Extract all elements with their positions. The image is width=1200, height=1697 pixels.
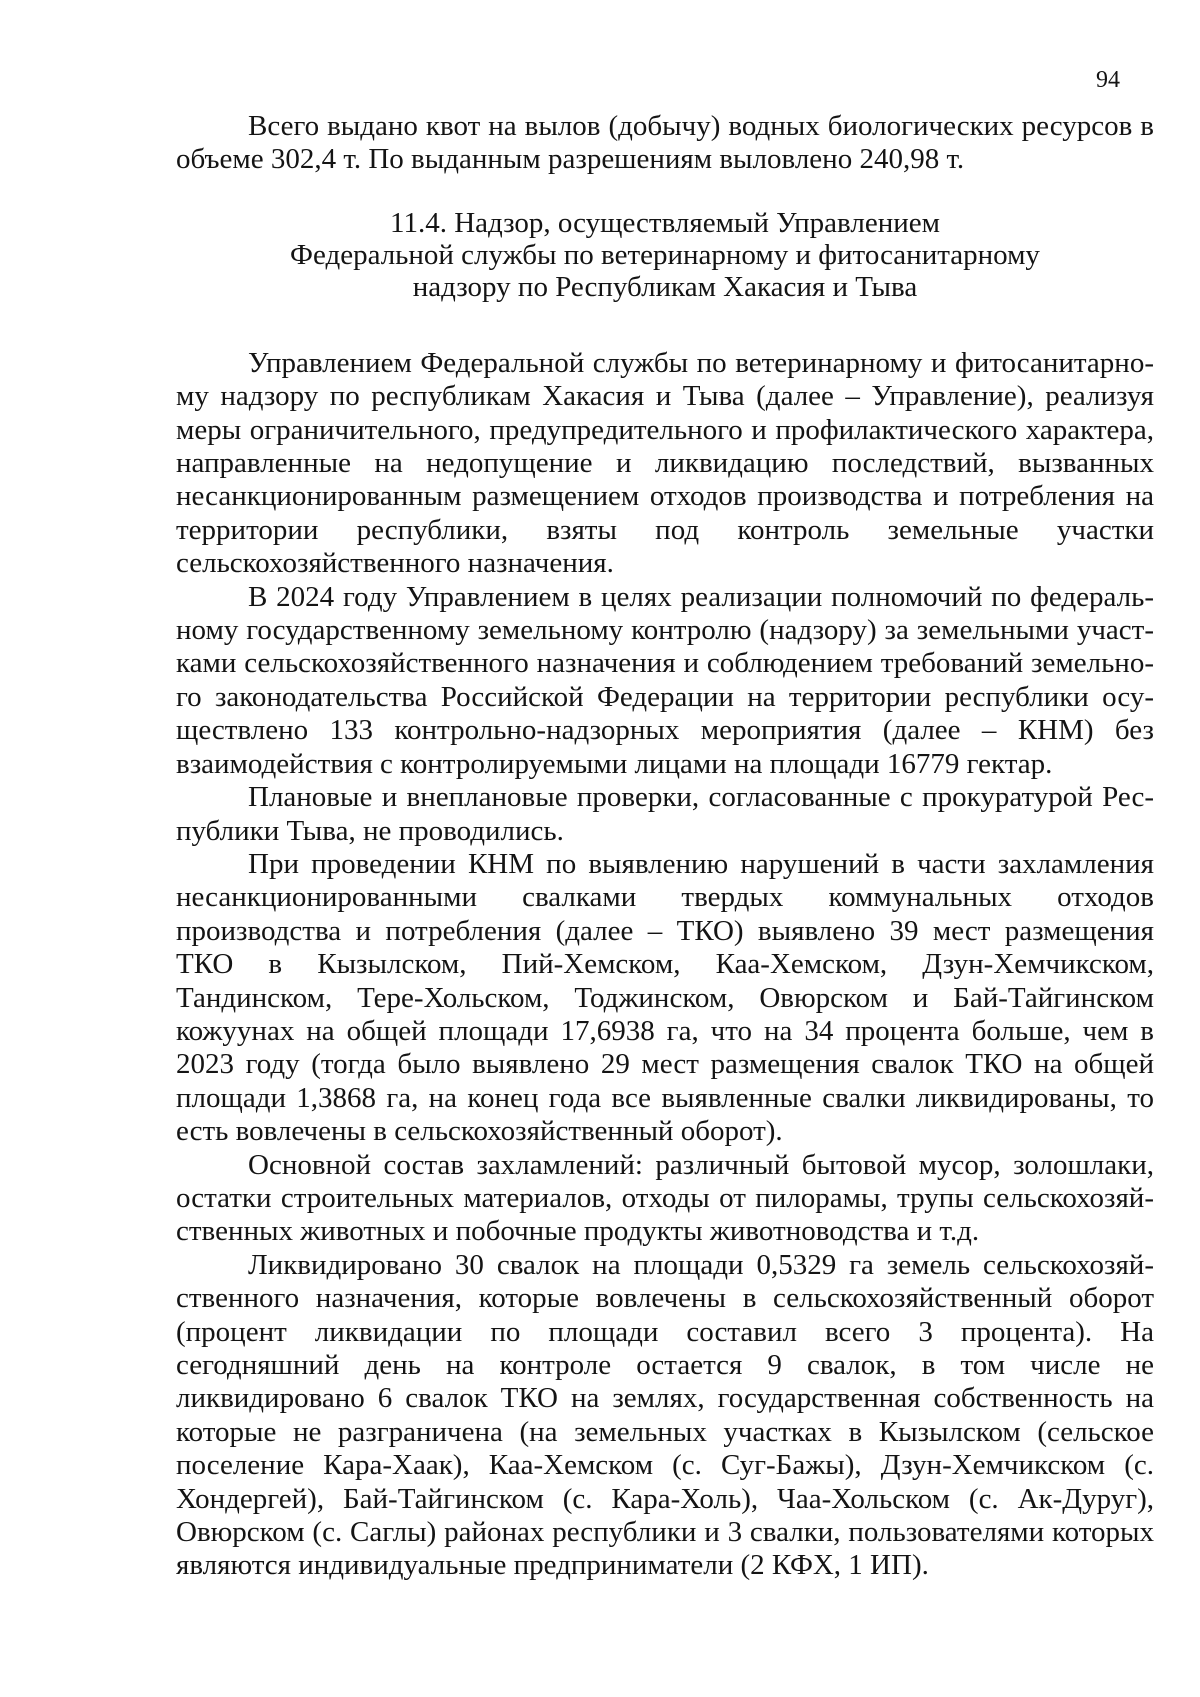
section-heading-line-1: 11.4. Надзор, осуществляемый Управлением xyxy=(390,206,940,239)
paragraph-knm-2024: В 2024 году Управлением в целях реализации полномочий по федеральному государственному земельному контролю (надзору) за земельными участками сельскохозяйственного назначения и соблюдением требований земельного законодательства Российской Федерации на территории республики осуществлено 133 контрольно-надзорных мероприятия (далее – КНМ) без взаимодействия с контролируемыми лицами на площади 16779 гектар. xyxy=(176,580,1154,780)
paragraph-dumps-detected: При проведении КНМ по выявлению нарушений в части захламления несанкционированными свалками твердых коммунальных отходов производства и потребления (далее – ТКО) выявлено 39 мест размещения ТКО в Кызылском, Пий-Хемском, Каа-Хемском, Дзун-Хемчикском, Тандинском, Тере-Хольском, Тоджинском, Овюрском и Бай-Тайгинском кожуунах на общей площади 17,6938 га, что на 34 процента больше, чем в 2023 году (тогда было выявлено 29 мест размещения свалок ТКО на общей площади 1,3868 га, на конец года все выявленные свалки ликвидированы, то есть вовлечены в сельскохозяйственный оборот). xyxy=(176,847,1154,1148)
paragraph-inspections: Плановые и внеплановые проверки, согласованные с прокуратурой Республики Тыва, не проводились. xyxy=(176,781,1154,847)
section-heading-line-3: надзору по Республикам Хакасия и Тыва xyxy=(412,270,918,303)
paragraph-waste-composition: Основной состав захламлений: различный бытовой мусор, золошлаки, остатки строительных материалов, отходы от пилорамы, трупы сельскохозяйственных животных и побочные продукты животноводства и т.д. xyxy=(176,1148,1154,1248)
page-number: 94 xyxy=(1096,67,1120,93)
intro-paragraph: Всего выдано квот на вылов (добычу) водных биологических ресурсов в объеме 302,4 т. По выданным разрешениям выловлено 240,98 т. xyxy=(176,110,1154,176)
page-content xyxy=(176,110,1154,1583)
paragraph-dumps-liquidated: Ликвидировано 30 свалок на площади 0,5329 га земель сельскохозяйственного назначения, которые вовлечены в сельскохозяйственный оборот (процент ликвидации по площади составил всего 3 процента). На сегодняшний день на контроле остается 9 свалок, в том числе не ликвидировано 6 свалок ТКО на землях, государственная собственность на которые не разграничена (на земельных участках в Кызылском (сельское поселение Кара-Хаак), Каа-Хемском (с. Суг-Бажы), Дзун-Хемчикском (с. Хондергей), Бай-Тайгинском (с. Кара-Холь), Чаа-Хольском (с. Ак-Дуруг), Овюрском (с. Саглы) районах республики и 3 свалки, пользователями которых являются индивидуальные предприниматели (2 КФХ, 1 ИП). xyxy=(176,1248,1154,1582)
section-heading xyxy=(176,207,1154,303)
paragraph-control-overview: Управлением Федеральной службы по ветеринарному и фитосанитарному надзору по республикам Хакасия и Тыва (далее – Управление), реализуя меры ограничительного, предупредительного и профилактического характера, направленные на недопущение и ликвидацию последствий, вызванных несанкционированным размещением отходов производства и потребления на территории республики, взяты под контроль земельные участки сельскохозяйственного назначения. xyxy=(176,346,1154,580)
section-heading-line-2: Федеральной службы по ветеринарному и фитосанитарному xyxy=(290,238,1040,271)
